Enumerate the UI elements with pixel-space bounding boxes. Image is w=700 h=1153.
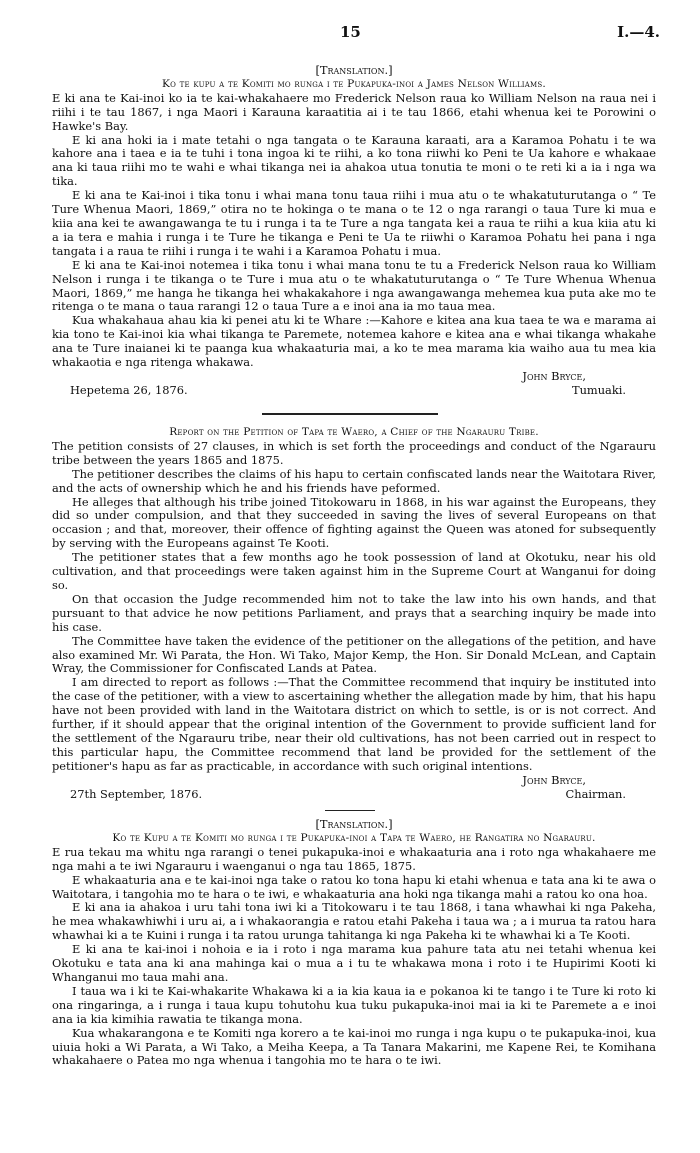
- signature-line: [52, 384, 656, 398]
- signature-name: John Bryce,: [522, 368, 586, 383]
- document-reference: I.—4.: [617, 23, 660, 41]
- paragraph: E ki ana hoki ia i mate tetahi o nga tangata o te Karauna karaati, ara a Karamoa Pohatu i te wa kahore ana i taea e ia te tuhi i tona ingoa ki te riihi, a ko tona riiwhi ko Peni te Ua kahore e whakaae ana ki taua riihi mo te wahi e whai tikanga nei ia ahakoa utua tonutia te moni o te reti ki a ia i nga wa tika.: [52, 132, 656, 189]
- signature-title: Tumuaki.: [571, 382, 626, 397]
- paragraph: The Committee have taken the evidence of the petitioner on the allegations of the petition, and have also examined Mr. Wi Parata, the Hon. Wi Tako, Major Kemp, the Hon. Sir Donald McLean, and Captain Wray, the Commissioner for Confiscated Lands at Patea.: [52, 633, 656, 676]
- signature-line: [52, 788, 656, 802]
- paragraph: The petition consists of 27 clauses, in which is set forth the proceedings and conduct of the Ngarauru tribe between the years 1865 and 1875.: [52, 438, 656, 467]
- signature-date: 27th September, 1876.: [70, 786, 203, 801]
- translation-label: [Translation.]: [315, 63, 393, 77]
- paragraph: I am directed to report as follows :—That the Committee recommend that inquiry be instituted into the case of the petitioner, with a view to ascertaining whether the allegation made by him, that his hapu have not been provided with land in the Waitotara district on which to settle, is or is not correct. And further, if it should appear that the original intention of the Government to provide sufficient land for the settlement of the Ngarauru tribe, near their old cultivations, has not been carried out in respect to this particular hapu, the Committee recommend that land be provided for the settlement of the petitioner's hapu as far as practicable, in accordance with such original intentions.: [52, 675, 656, 773]
- section-divider: [325, 810, 375, 811]
- paragraph: Kua whakahaua ahau kia ki penei atu ki te Whare :—Kahore e kitea ana kua taea te wa e marama ai kia tono te Kai-inoi kia whai tikanga te Paremete, notemea kahore e kitea ana e whai tikanga whakahe ana te Ture inaianei ki te paanga kua whakaaturia mai, a ko te mea marama kia waiho aua tu mea kia whakaotia e nga ritenga whakawa.: [52, 313, 656, 370]
- section-title: Ko te Kupu a te Komiti mo runga i te Pukapuka-inoi a Tapa te Waero, he Rangatira no Ngarauru.: [112, 831, 596, 844]
- paragraph: E ki ana te Kai-inoi i tika tonu i whai mana tonu taua riihi i mua atu o te whakatuturutanga o “ Te Ture Whenua Maori, 1869,” otira no te hokinga o te mana o te 12 o nga rarangi o taua Ture ki mua e kiia ana kei te awangawanga te tu i runga i ta te Ture a nga tangata kei a raua te riihi a kua kiia atu ki a ia tera e mahia i runga i te Ture he tikanga e Peni te Ua te riiwhi o Karamoa Pohatu hei pana i nga tangata i a raua te riihi i runga i te wahi i a Karamoa Pohatu i mua.: [52, 188, 656, 258]
- section-divider: [262, 413, 438, 415]
- translation-label: [Translation.]: [315, 817, 393, 831]
- section-report-tapa-te-waero: [52, 426, 656, 802]
- paragraph: I taua wa i ki te Kai-whakarite Whakawa ki a ia kia kaua ia e pokanoa ki te tango i te Ture ki roto ki ona ringaringa, a i runga i taua kupu tohutohu kua tuku pukapuka-inoi mai ia ki te Paremete a e inoi ana ia kia kimihia rawatia te tikanga mona.: [52, 983, 656, 1026]
- paragraph: The petitioner states that a few months ago he took possession of land at Okotuku, near his old cultivation, and that proceedings were taken against him in the Supreme Court at Wanganui for doing so.: [52, 550, 656, 592]
- signature-name: John Bryce,: [522, 772, 586, 787]
- paragraph: E ki ana te Kai-inoi notemea i tika tonu i whai mana tonu te tu a Frederick Nelson raua ko William Nelson i runga i te tikanga o te Ture i mua atu o te whakatuturutanga o “ Te Ture Whenua Whenua Maori, 1869,” me hanga he tikanga hei whakakahore i nga awangawanga mehemea kua puta ake mo te ritenga o te mana o taua rarangi 12 o taua Ture a e inoi ana ia mo taua mea.: [52, 257, 656, 314]
- paragraph: The petitioner describes the claims of his hapu to certain confiscated lands near the Waitotara River, and the acts of ownership which he and his friends have peformed.: [52, 466, 656, 495]
- paragraph: On that occasion the Judge recommended him not to take the law into his own hands, and that pursuant to that advice he now petitions Parliament, and prays that a searching inquiry be made into his case.: [52, 591, 656, 634]
- paragraph: E ki ana ia ahakoa i uru tahi tona iwi ki a Titokowaru i te tau 1868, i tana whawhai ki nga Pakeha, he mea whakawhiwhi i uru ai, a i whakaorangia e ratou etahi Pakeha i taua wa ; a i murua ta ratou hara whawhai ki a te Kuini i runga i ta ratou urunga tahitanga ki nga Pakeha ki te whawhai ki a Te Kooti.: [52, 900, 656, 943]
- signature-date: Hepetema 26, 1876.: [70, 382, 188, 397]
- paragraph: He alleges that although his tribe joined Titokowaru in 1868, in his war against the Europeans, they did so under compulsion, and that they succeeded in saving the lives of several Europeans on that occasion ; and that, moreover, their offence of fighting against the Queen was atoned for subsequently by serving with the Europeans against Te Kooti.: [52, 494, 656, 551]
- section-title: Report on the Petition of Tapa te Waero, a Chief of the Ngarauru Tribe.: [169, 426, 539, 438]
- paragraph: E rua tekau ma whitu nga rarangi o tenei pukapuka-inoi e whakaaturia ana i roto nga whakahaere me nga mahi a te iwi Ngarauru i waenganui o nga tau 1865, 1875.: [52, 844, 656, 873]
- paragraph: Kua whakarangona e te Komiti nga korero a te kai-inoi mo runga i nga kupu o te pukapuka-inoi, kua uiuia hoki a Wi Parata, a Wi Tako, a Meiha Keepa, a Ta Tanara Makarini, me Kapene Rei, te Komihana whakahaere o Patea mo nga whenua i tangohia mo te hara o te iwi.: [52, 1025, 656, 1068]
- section-translation-williams: [52, 64, 656, 398]
- signature-title: Chairman.: [565, 786, 626, 801]
- paragraph: E ki ana te kai-inoi i nohoia e ia i roto i nga marama kua pahure tata atu nei tetahi whenua kei Okotuku e tata ana ki ana mahinga kai o mua a i tu te whakawa mona i roto i te Hupirimi Kooti ki Whanganui mo taua mahi ana.: [52, 942, 656, 984]
- section-translation-tapa-te-waero: [52, 818, 656, 1068]
- paragraph: E whakaaturia ana e te kai-inoi nga take o ratou ko tona hapu ki etahi whenua e tata ana ki te awa o Waitotara, i tangohia mo te hara o te iwi, e whakaaturia ana hoki nga tikanga mahi a ratou ko ona hoa.: [52, 872, 656, 901]
- paragraph: E ki ana te Kai-inoi ko ia te kai-whakahaere mo Frederick Nelson raua ko William Nelson na raua nei i riihi i te tau 1867, i nga Maori i Karauna karaatitia ai i te tau 1866, etahi whenua kei te Porowini o Hawke's Bay.: [52, 90, 656, 133]
- section-title: Ko te kupu a te Komiti mo runga i te Pukapuka-inoi a James Nelson Williams.: [162, 77, 546, 90]
- page-header: [0, 23, 700, 44]
- page-number: 15: [340, 23, 361, 41]
